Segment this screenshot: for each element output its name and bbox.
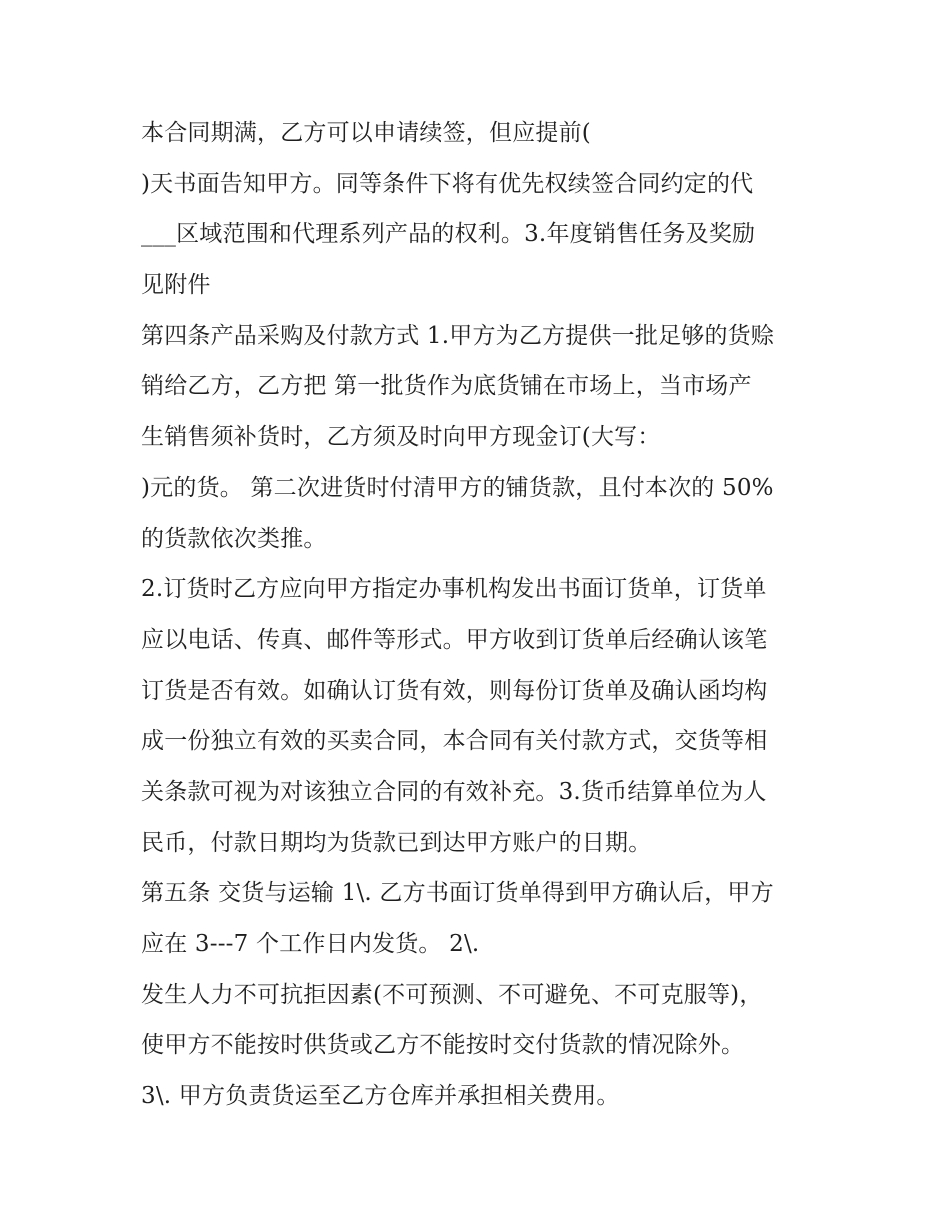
text-line: ___区域范围和代理系列产品的权利。3.年度销售任务及奖励	[141, 221, 756, 248]
text-line: 关条款可视为对该独立合同的有效补充。3.货币结算单位为人	[141, 778, 767, 805]
text-line: )天书面告知甲方。同等条件下将有优先权续签合同约定的代	[141, 170, 754, 197]
text-line: 使甲方不能按时供货或乙方不能按时交付货款的情况除外。	[141, 1032, 745, 1059]
text-line: 应在 3---7 个工作日内发货。 2\.	[141, 931, 480, 957]
text-line: 的货款依次类推。	[141, 525, 327, 552]
text-line: 第四条产品采购及付款方式 1.甲方为乙方提供一批足够的货赊	[141, 322, 775, 349]
text-line: 应以电话、传真、邮件等形式。甲方收到订货单后经确认该笔	[141, 626, 768, 653]
text-line: 本合同期满，乙方可以申请续签，但应提前(	[141, 120, 591, 146]
text-line: 3\. 甲方负责货运至乙方仓库并承担相关费用。	[141, 1083, 620, 1110]
text-line: 销给乙方，乙方把 第一批货作为底货铺在市场上，当市场产	[141, 373, 752, 400]
text-line: 订货是否有效。如确认订货有效，则每份订货单及确认函均构	[141, 677, 768, 704]
text-line: 见附件	[141, 272, 211, 299]
text-line: 发生人力不可抗拒因素(不可预测、不可避免、不可克服等)，	[141, 981, 763, 1008]
text-line: 2.订货时乙方应向甲方指定办事机构发出书面订货单，订货单	[141, 576, 767, 603]
text-line: 生销售须补货时，乙方须及时向甲方现金订(大写：	[141, 424, 661, 451]
text-line: 民币，付款日期均为货款已到达甲方账户的日期。	[141, 829, 652, 856]
text-line: 第五条 交货与运输 1\. 乙方书面订货单得到甲方确认后，甲方	[141, 880, 774, 907]
text-line: )元的货。 第二次进货时付清甲方的铺货款，且付本次的 50%	[141, 474, 774, 501]
document-body	[141, 108, 821, 1122]
text-line: 成一份独立有效的买卖合同，本合同有关付款方式，交货等相	[141, 728, 768, 755]
